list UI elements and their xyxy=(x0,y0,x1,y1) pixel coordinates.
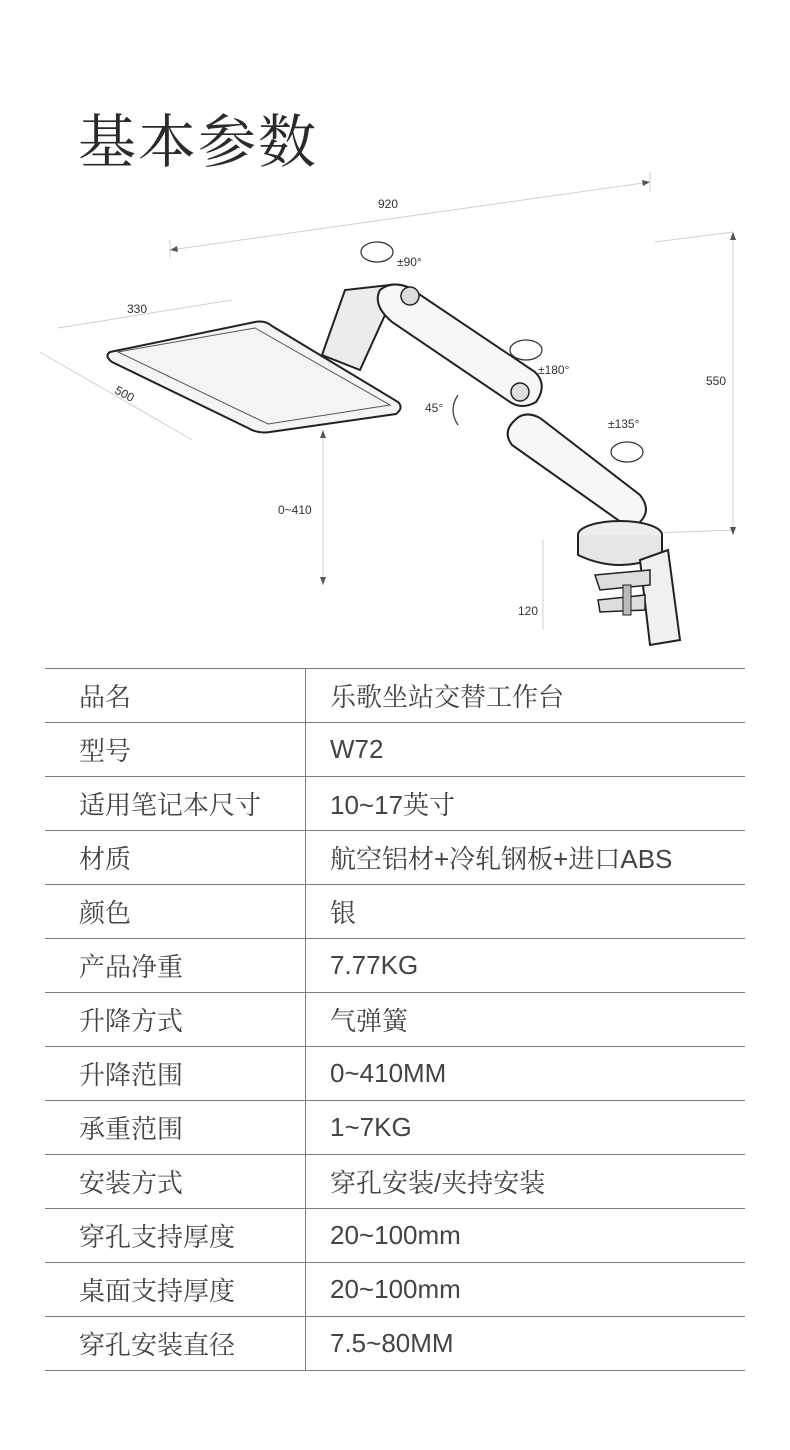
spec-value: 乐歌坐站交替工作台 xyxy=(306,669,746,723)
label-550: 550 xyxy=(706,374,727,388)
spec-key: 升降范围 xyxy=(45,1047,306,1101)
dim-line-920 xyxy=(170,182,650,250)
spec-value: 7.77KG xyxy=(306,939,746,993)
spec-key: 适用笔记本尺寸 xyxy=(45,777,306,831)
spec-row xyxy=(45,669,745,723)
spec-key: 穿孔支持厚度 xyxy=(45,1209,306,1263)
spec-row xyxy=(45,831,745,885)
spec-row xyxy=(45,939,745,993)
spec-value: 7.5~80MM xyxy=(306,1317,746,1371)
tilt-arc-icon xyxy=(453,395,458,425)
spec-value: 0~410MM xyxy=(306,1047,746,1101)
label-lift: 0~410 xyxy=(278,503,312,517)
spec-value: 20~100mm xyxy=(306,1263,746,1317)
label-rot-top: ±90° xyxy=(397,255,422,269)
spec-row xyxy=(45,1101,745,1155)
spec-row xyxy=(45,777,745,831)
label-clamp: 120 xyxy=(518,604,539,618)
upper-arm xyxy=(378,284,542,406)
label-920: 920 xyxy=(378,197,399,211)
spec-key: 穿孔安装直径 xyxy=(45,1317,306,1371)
rotate-top-icon xyxy=(361,242,393,262)
spec-key: 型号 xyxy=(45,723,306,777)
spec-row xyxy=(45,993,745,1047)
spec-value: 银 xyxy=(306,885,746,939)
clamp-base xyxy=(578,521,680,645)
spec-key: 颜色 xyxy=(45,885,306,939)
spec-key: 安装方式 xyxy=(45,1155,306,1209)
spec-row xyxy=(45,1317,745,1371)
spec-value: 气弹簧 xyxy=(306,993,746,1047)
spec-row xyxy=(45,885,745,939)
spec-row xyxy=(45,1047,745,1101)
spec-key: 材质 xyxy=(45,831,306,885)
label-rot-base: ±135° xyxy=(608,417,640,431)
rotate-middle-icon xyxy=(510,340,542,360)
spec-row xyxy=(45,1263,745,1317)
spec-key: 产品净重 xyxy=(45,939,306,993)
spec-row xyxy=(45,1155,745,1209)
spec-key: 桌面支持厚度 xyxy=(45,1263,306,1317)
spec-table xyxy=(45,668,745,1371)
spec-value: 10~17英寸 xyxy=(306,777,746,831)
spec-value: 穿孔安装/夹持安装 xyxy=(306,1155,746,1209)
rotate-base-icon xyxy=(611,442,643,462)
label-rot-middle: ±180° xyxy=(538,363,570,377)
label-tilt: 45° xyxy=(425,401,444,415)
product-dimension-diagram xyxy=(0,170,790,660)
label-500: 500 xyxy=(112,383,137,405)
spec-key: 品名 xyxy=(45,669,306,723)
spec-value: 航空铝材+冷轧钢板+进口ABS xyxy=(306,831,746,885)
spec-value: 20~100mm xyxy=(306,1209,746,1263)
spec-key: 承重范围 xyxy=(45,1101,306,1155)
label-330: 330 xyxy=(127,302,148,316)
page-title: 基本参数 xyxy=(78,108,319,176)
spec-row xyxy=(45,723,745,777)
spec-value: W72 xyxy=(306,723,746,777)
spec-key: 升降方式 xyxy=(45,993,306,1047)
spec-row xyxy=(45,1209,745,1263)
spec-value: 1~7KG xyxy=(306,1101,746,1155)
